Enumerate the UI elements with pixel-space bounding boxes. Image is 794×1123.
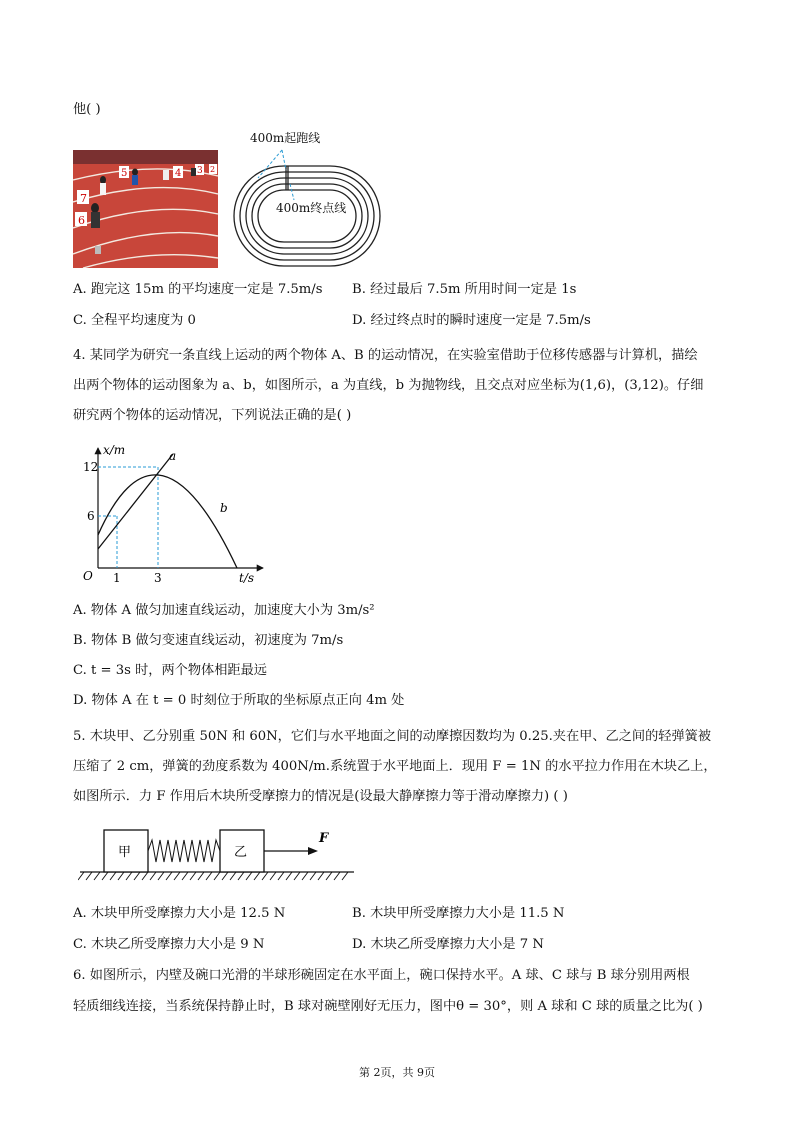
y-tick-12: 12: [83, 460, 99, 474]
q4-option-b: B. 物体 B 做匀变速直线运动，初速度为 7m/s: [73, 633, 344, 648]
bib-2: 2: [210, 165, 216, 174]
q5-option-c: C. 木块乙所受摩擦力大小是 9 N: [73, 937, 265, 952]
q5-stem-line-2: 压缩了 2 cm，弹簧的劲度系数为 400N/m.系统置于水平地面上．现用 F = 1N 的水平拉力作用在木块乙上，: [73, 759, 717, 774]
y-tick-6: 6: [87, 509, 95, 523]
q3-option-a: A. 跑完这 15m 的平均速度一定是 7.5m/s: [73, 282, 323, 297]
q4-option-d: D. 物体 A 在 t = 0 时刻位于所取的坐标原点正向 4m 处: [73, 693, 405, 708]
block-jia-label: 甲: [118, 845, 132, 860]
q5-option-d: D. 木块乙所受摩擦力大小是 7 N: [352, 937, 544, 952]
q4-stem-line-2: 出两个物体的运动图象为 a、b，如图所示，a 为直线，b 为抛物线，且交点对应坐标为(1,6)，(3,12)。仔细: [73, 378, 704, 393]
q5-stem-line-3: 如图所示．力 F 作用后木块所受摩擦力的情况是(设最大静摩擦力等于滑动摩擦力) ( ): [73, 789, 568, 804]
x-axis-label: t/s: [239, 571, 255, 585]
spring: [148, 840, 220, 862]
q3-stem-tail: 他( ): [73, 102, 101, 117]
finish-line-label: 400m终点线: [276, 201, 347, 215]
force-label: F: [319, 831, 329, 846]
running-track-photo: [73, 150, 218, 268]
bib-7: 7: [80, 192, 87, 205]
q6-stem-line-2: 轻质细线连接，当系统保持静止时，B 球对碗壁刚好无压力，图中θ = 30°，则 A 球和 C 球的质量之比为( ): [73, 999, 703, 1014]
curve-a-label: a: [169, 449, 177, 463]
q4-stem-line-1: 4. 某同学为研究一条直线上运动的两个物体 A、B 的运动情况，在实验室借助于位移传感器与计算机，描绘: [73, 348, 698, 363]
block-yi-label: 乙: [234, 845, 248, 860]
q6-stem-line-1: 6. 如图所示，内壁及碗口光滑的半球形碗固定在水平面上，碗口保持水平。A 球、C 球与 B 球分别用两根: [73, 968, 690, 983]
bib-5: 5: [121, 168, 128, 179]
q5-stem-line-1: 5. 木块甲、乙分别重 50N 和 60N，它们与水平地面之间的动摩擦因数均为 0.25.夹在甲、乙之间的轻弹簧被: [73, 729, 712, 744]
origin-label: O: [83, 569, 93, 583]
q5-option-a: A. 木块甲所受摩擦力大小是 12.5 N: [73, 906, 286, 921]
track-diagram: [228, 126, 388, 271]
parabola-b: [98, 475, 237, 568]
start-line-label: 400m起跑线: [250, 131, 321, 145]
q4-option-c: C. t = 3s 时，两个物体相距最远: [73, 663, 267, 678]
line-a: [98, 454, 173, 549]
y-axis-label: x/m: [103, 443, 126, 457]
curve-b-label: b: [220, 501, 228, 515]
force-arrow-head: [308, 847, 318, 855]
q4-option-a: A. 物体 A 做匀加速直线运动，加速度大小为 3m/s²: [73, 603, 375, 618]
q4-stem-line-3: 研究两个物体的运动情况，下列说法正确的是( ): [73, 408, 352, 423]
blocks-spring-diagram: [78, 818, 358, 886]
q3-option-b: B. 经过最后 7.5m 所用时间一定是 1s: [352, 282, 577, 297]
q3-option-c: C. 全程平均速度为 0: [73, 313, 196, 328]
x-tick-1: 1: [113, 571, 121, 585]
q5-option-b: B. 木块甲所受摩擦力大小是 11.5 N: [352, 906, 565, 921]
xt-graph: [73, 440, 273, 590]
q3-option-d: D. 经过终点时的瞬时速度一定是 7.5m/s: [352, 313, 591, 328]
bib-6: 6: [78, 214, 85, 227]
x-tick-3: 3: [154, 571, 162, 585]
bib-4: 4: [175, 168, 182, 179]
page-footer: 第 2页，共 9页: [359, 1066, 435, 1079]
bib-3: 3: [197, 166, 203, 176]
ground-hatching: [78, 872, 348, 880]
